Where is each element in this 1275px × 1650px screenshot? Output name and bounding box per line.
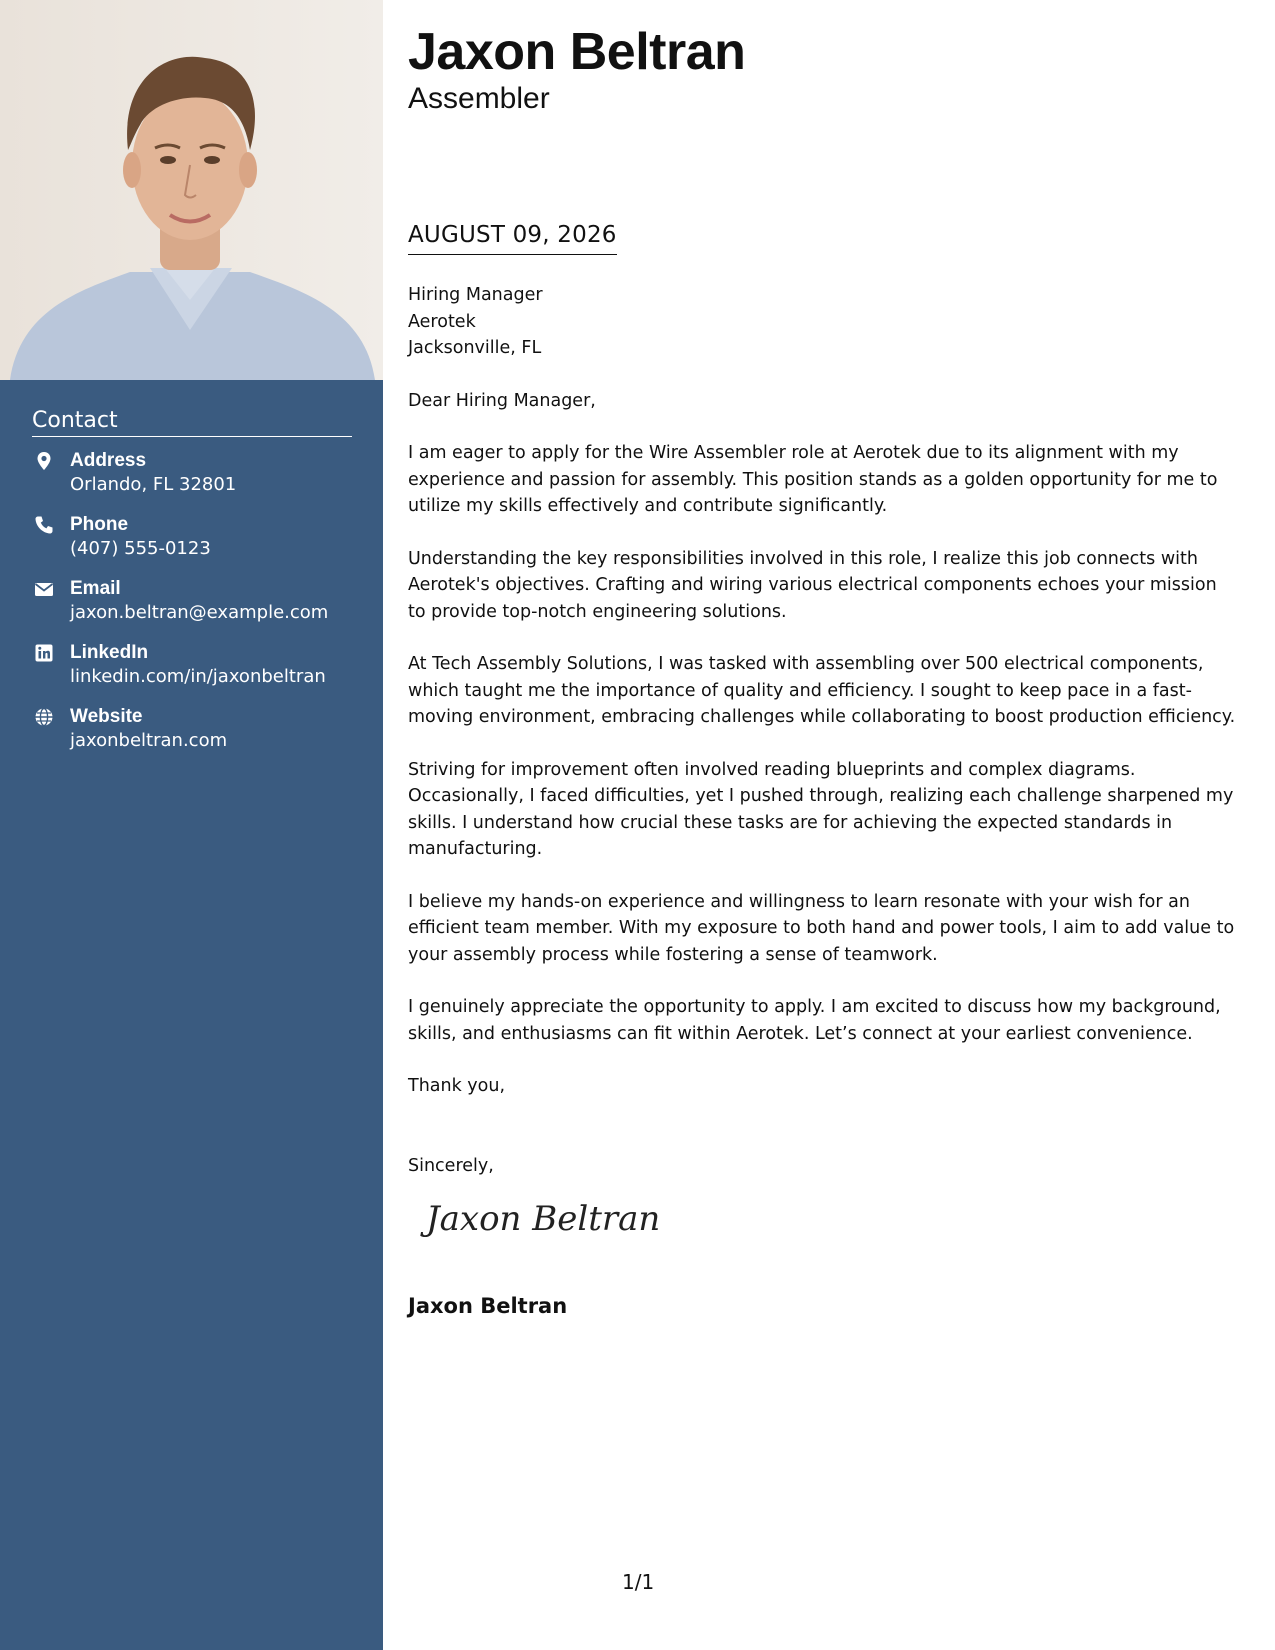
phone-icon — [34, 515, 54, 535]
signature-image — [408, 1182, 668, 1252]
contact-label: Website — [70, 706, 143, 727]
linkedin-value[interactable]: linkedin.com/in/jaxonbeltran — [70, 666, 326, 687]
globe-icon — [34, 707, 54, 727]
page-number: 1/1 — [622, 1570, 655, 1594]
map-pin-icon — [34, 451, 54, 471]
contact-label: LinkedIn — [70, 642, 149, 663]
paragraph: At Tech Assembly Solutions, I was tasked with assembling over 500 electrical components, which taught me the importance of quality and efficiency. I sought to keep pace in a fast-moving environment, embracing challenges while collaborating to boost production efficiency. — [408, 654, 1236, 727]
contact-label: Phone — [70, 514, 129, 535]
closing-line: Sincerely, — [408, 1155, 494, 1176]
paragraph: Understanding the key responsibilities involved in this role, I realize this job connects with Aerotek's objectives. Crafting and wiring various electrical components echoes your mission to provide top-notch engineering solutions. — [408, 548, 1217, 622]
email-value[interactable]: jaxon.beltran@example.com — [70, 602, 329, 623]
job-title: Assembler — [408, 82, 550, 115]
salutation: Dear Hiring Manager, — [408, 390, 596, 411]
profile-photo — [0, 0, 383, 380]
linkedin-icon — [34, 643, 54, 663]
letter-main — [408, 22, 1238, 1318]
recipient-block — [408, 282, 1238, 362]
paragraph: I genuinely appreciate the opportunity to apply. I am excited to discuss how my background, skills, and enthusiasms can fit within Aerotek. Let’s connect at your earliest convenience. — [408, 997, 1221, 1044]
email-icon — [34, 579, 54, 599]
svg-text:Jaxon Beltran: Jaxon Beltran — [426, 1199, 661, 1239]
paragraph: I believe my hands-on experience and willingness to learn resonate with your wish for an efficient team member. With my exposure to both hand and power tools, I aim to add value to your assembly process while fostering a sense of teamwork. — [408, 891, 1235, 965]
paragraph: I am eager to apply for the Wire Assembler role at Aerotek due to its alignment with my experience and passion for assembly. This position stands as a golden opportunity for me to utilize my skills effectively and contribute significantly. — [408, 443, 1218, 516]
letter-date: AUGUST 09, 2026 — [408, 222, 617, 255]
sidebar — [0, 0, 383, 1650]
contact-email — [32, 577, 352, 625]
recipient-line: Aerotek — [408, 311, 476, 332]
recipient-line: Hiring Manager — [408, 285, 543, 305]
signed-name: Jaxon Beltran — [408, 1294, 568, 1318]
thanks-line: Thank you, — [408, 1076, 506, 1096]
contact-section — [32, 408, 352, 769]
address-value: Orlando, FL 32801 — [70, 474, 237, 495]
contact-label: Address — [70, 450, 147, 471]
phone-value: (407) 555-0123 — [70, 538, 211, 559]
contact-linkedin — [32, 641, 352, 689]
contact-website — [32, 705, 352, 753]
contact-heading: Contact — [32, 408, 352, 437]
contact-address — [32, 449, 352, 497]
paragraph: Striving for improvement often involved reading blueprints and complex diagrams. Occasionally, I faced difficulties, yet I pushed through, realizing each challenge sharpened my skills. I understand how crucial these tasks are for achieving the expected standards in manufacturing. — [408, 759, 1234, 859]
website-value[interactable]: jaxonbeltran.com — [70, 730, 228, 751]
letter-body — [408, 282, 1238, 1205]
applicant-name: Jaxon Beltran — [408, 23, 746, 81]
contact-phone — [32, 513, 352, 561]
recipient-line: Jacksonville, FL — [408, 338, 542, 358]
contact-label: Email — [70, 578, 121, 599]
